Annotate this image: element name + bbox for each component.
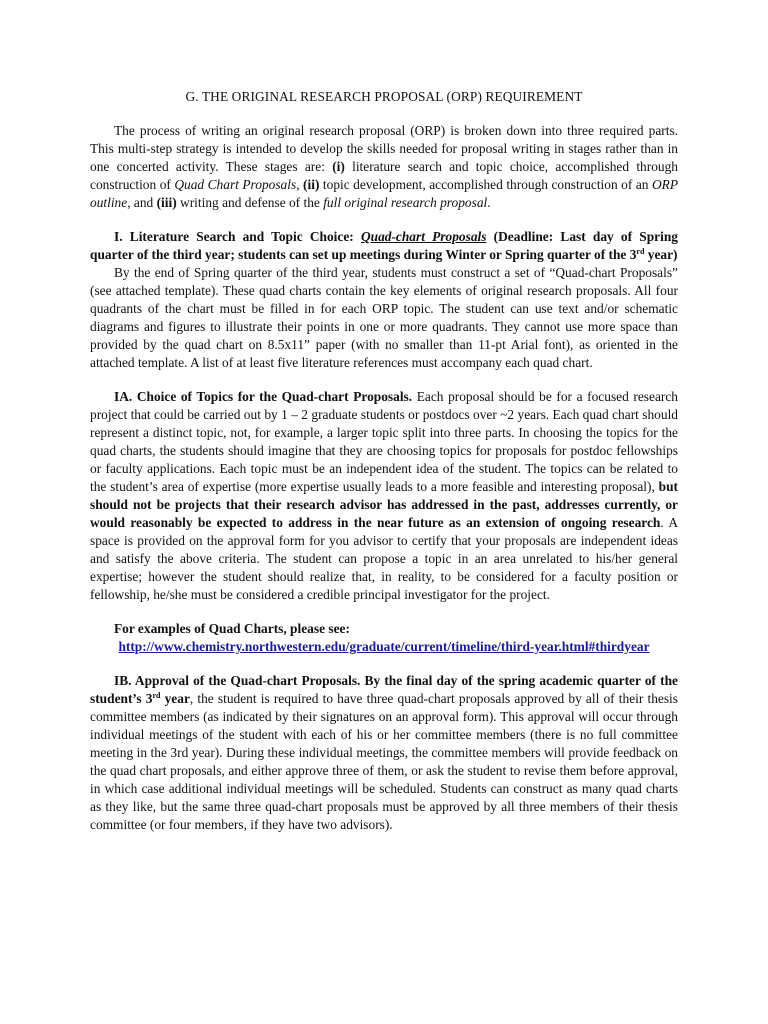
section-1-body: By the end of Spring quarter of the third year, students must construct a set of “Quad-chart Proposals” (see attached template). These quad charts contain the key elements of original research proposals. All four quadrants of the chart must be filled in for each ORP topic. The student can use text and/or schematic diagrams and figures to illustrate their points in one or more quadrants. They cannot use more space than provided by the quad chart on 8.5x11” paper (with no smaller than 11-pt Arial font), as oriented in the attached template. A list of at least five literature references must accompany each quad chart.: [90, 265, 678, 370]
section-1b-text: , the student is required to have three quad-chart proposals approved by all of their thesis committee members (as indicated by their signatures on an approval form). This approval will occur through individual meetings of the student with each of his or her committee members (there is no full committee meeting in the 3rd year). During these individual meetings, the committee members will provide feedback on the quad chart proposals, and either approve three of them, or ask the student to revise them before approval, in which case additional individual meetings will be scheduled. Students can construct as many quad charts as they like, but the same three quad-chart proposals must be approved by all three members of their thesis committee (or four members, if they have two advisors).: [90, 691, 678, 832]
intro-text: .: [487, 195, 491, 210]
section-1-heading-emphasis: Quad-chart Proposals: [360, 229, 487, 244]
stage-marker: (i): [332, 159, 345, 174]
section-1-heading-text: year): [644, 247, 678, 262]
section-1b-heading: IB. Approval of the Quad-chart Proposals. By the final day of the spring academic quarter of the student’s 3: [90, 673, 678, 706]
intro-text: ,: [296, 177, 304, 192]
intro-emphasis: full original research proposal: [323, 195, 488, 210]
document-body: [90, 88, 678, 834]
intro-emphasis: Quad Chart Proposals: [174, 177, 297, 192]
section-1-heading: [90, 228, 678, 264]
quad-chart-examples-link[interactable]: http://www.chemistry.northwestern.edu/graduate/current/timeline/third-year.html#thirdyear: [118, 639, 650, 654]
intro-emphasis: ORP outline: [90, 177, 678, 210]
intro-text: writing and defense of the: [176, 195, 324, 210]
stage-marker: (iii): [156, 195, 177, 210]
section-1a-paragraph: [90, 388, 678, 604]
intro-paragraph: [90, 122, 678, 212]
stage-marker: (ii): [303, 177, 320, 192]
section-1b-paragraph: [90, 672, 678, 834]
intro-text: The process of writing an original research proposal (ORP) is broken down into three required parts. This multi-step strategy is intended to develop the skills needed for proposal writing in stages rather than in one concerted activity. These stages are:: [90, 123, 678, 174]
section-1b-heading: year: [160, 691, 190, 706]
intro-text: literature search and topic choice, accomplished through construction of: [90, 159, 678, 192]
section-1-heading-text: I. Literature Search and Topic Choice:: [114, 229, 361, 244]
section-1a-text: . A space is provided on the approval form for you advisor to certify that your proposals are independent ideas and satisfy the above criteria. The student can propose a topic in an area unrelated to his/her general expertise; however the student should realize that, in reality, to be considered for a faculty position or fellowship, he/she must be considered a credible principal investigator for the project.: [90, 515, 678, 602]
section-1a-bold-text: but should not be projects that their research advisor has addressed in the past, addresses currently, or would reasonably be expected to address in the near future as an extension of ongoing research: [90, 479, 678, 530]
intro-text: topic development, accomplished through construction of an: [319, 177, 652, 192]
examples-label: For examples of Quad Charts, please see:: [114, 621, 350, 636]
section-1-heading-text: (Deadline: Last day of Spring quarter of the third year; students can set up meetings during Winter or Spring quarter of the 3: [90, 229, 678, 262]
ordinal-superscript: rd: [636, 247, 645, 256]
ordinal-superscript: rd: [152, 691, 161, 700]
section-1a-text: Each proposal should be for a focused research project that could be carried out by 1 – 2 graduate students or postdocs over ~2 years. Each quad chart should represent a distinct topic, not, for example, a larger topic split into three parts. In choosing the topics for the quad charts, the students should imagine that they are choosing topics for proposals for postdoc fellowships or faculty applications. Each topic must be an independent idea of the student. The topics can be related to the student’s area of expertise (more expertise usually leads to a more feasible and interesting proposal),: [90, 389, 679, 494]
page-title: G. THE ORIGINAL RESEARCH PROPOSAL (ORP) REQUIREMENT: [185, 89, 583, 104]
section-1a-heading: IA. Choice of Topics for the Quad-chart Proposals.: [114, 389, 413, 404]
intro-text: , and: [127, 195, 157, 210]
